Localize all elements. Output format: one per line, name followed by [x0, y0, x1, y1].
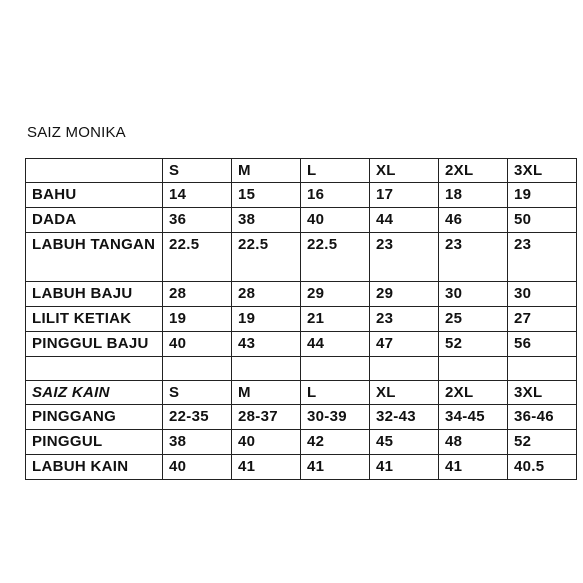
table-cell: 32-43 — [370, 405, 439, 430]
row-label: LABUH BAJU — [26, 282, 163, 307]
spacer-row — [26, 357, 577, 381]
table-row — [26, 430, 577, 455]
table-cell: 50 — [508, 208, 577, 233]
table-cell: 19 — [163, 307, 232, 332]
header-cell-xl: XL — [370, 159, 439, 183]
table-row — [26, 282, 577, 307]
table-cell: 44 — [370, 208, 439, 233]
row-label: PINGGUL BAJU — [26, 332, 163, 357]
table-cell: 56 — [508, 332, 577, 357]
header-cell-l: L — [301, 159, 370, 183]
table-row — [26, 183, 577, 208]
table-cell: 27 — [508, 307, 577, 332]
table-cell: 41 — [439, 455, 508, 480]
table-cell: 41 — [301, 455, 370, 480]
empty-cell — [508, 357, 577, 381]
table-cell: 47 — [370, 332, 439, 357]
row-label: LABUH KAIN — [26, 455, 163, 480]
kain-section-title: SAIZ KAIN — [26, 381, 163, 405]
table-cell: 41 — [370, 455, 439, 480]
table-cell: 25 — [439, 307, 508, 332]
table-cell: 40 — [301, 208, 370, 233]
table-cell: 29 — [301, 282, 370, 307]
table-cell: 21 — [301, 307, 370, 332]
empty-cell — [439, 357, 508, 381]
table-cell: 45 — [370, 430, 439, 455]
table-cell: 30 — [439, 282, 508, 307]
header-cell-xl: XL — [370, 381, 439, 405]
table-cell: 36-46 — [508, 405, 577, 430]
table-cell: 23 — [370, 307, 439, 332]
table-cell: 22.5 — [232, 233, 301, 282]
table-cell: 40 — [163, 332, 232, 357]
empty-cell — [370, 357, 439, 381]
table-row — [26, 307, 577, 332]
table-cell: 44 — [301, 332, 370, 357]
row-label: PINGGANG — [26, 405, 163, 430]
table-row — [26, 208, 577, 233]
table-cell: 52 — [439, 332, 508, 357]
page-title: SAIZ MONIKA — [27, 124, 126, 141]
size-chart-table — [25, 158, 577, 480]
table-cell: 48 — [439, 430, 508, 455]
size-header-row — [26, 159, 577, 183]
header-cell-2xl: 2XL — [439, 381, 508, 405]
empty-cell — [26, 357, 163, 381]
header-cell-m: M — [232, 159, 301, 183]
table-cell: 16 — [301, 183, 370, 208]
table-cell: 29 — [370, 282, 439, 307]
header-cell-2xl: 2XL — [439, 159, 508, 183]
table-cell: 22.5 — [163, 233, 232, 282]
table-cell: 19 — [508, 183, 577, 208]
table-cell: 22.5 — [301, 233, 370, 282]
row-label: BAHU — [26, 183, 163, 208]
table-cell: 15 — [232, 183, 301, 208]
table-cell: 23 — [508, 233, 577, 282]
empty-cell — [232, 357, 301, 381]
header-cell-s: S — [163, 159, 232, 183]
empty-cell — [163, 357, 232, 381]
table-cell: 43 — [232, 332, 301, 357]
table-cell: 17 — [370, 183, 439, 208]
header-cell-empty — [26, 159, 163, 183]
table-row — [26, 332, 577, 357]
table-cell: 28-37 — [232, 405, 301, 430]
table-cell: 30-39 — [301, 405, 370, 430]
table-cell: 38 — [163, 430, 232, 455]
table-cell: 28 — [163, 282, 232, 307]
table-cell: 23 — [439, 233, 508, 282]
row-label: DADA — [26, 208, 163, 233]
table-cell: 46 — [439, 208, 508, 233]
table-row — [26, 455, 577, 480]
table-cell: 40.5 — [508, 455, 577, 480]
table-cell: 41 — [232, 455, 301, 480]
table-cell: 40 — [232, 430, 301, 455]
header-cell-3xl: 3XL — [508, 159, 577, 183]
table-cell: 40 — [163, 455, 232, 480]
table-cell: 30 — [508, 282, 577, 307]
header-cell-m: M — [232, 381, 301, 405]
table-cell: 22-35 — [163, 405, 232, 430]
table-cell: 14 — [163, 183, 232, 208]
row-label: LILIT KETIAK — [26, 307, 163, 332]
table-cell: 23 — [370, 233, 439, 282]
table-cell: 34-45 — [439, 405, 508, 430]
table-cell: 28 — [232, 282, 301, 307]
table-cell: 38 — [232, 208, 301, 233]
empty-cell — [301, 357, 370, 381]
table-cell: 36 — [163, 208, 232, 233]
header-cell-3xl: 3XL — [508, 381, 577, 405]
table-row — [26, 405, 577, 430]
row-label: PINGGUL — [26, 430, 163, 455]
table-cell: 19 — [232, 307, 301, 332]
table-cell: 52 — [508, 430, 577, 455]
table-cell: 18 — [439, 183, 508, 208]
row-label: LABUH TANGAN — [26, 233, 163, 282]
table-cell: 42 — [301, 430, 370, 455]
header-cell-s: S — [163, 381, 232, 405]
table-row — [26, 233, 577, 282]
kain-header-row — [26, 381, 577, 405]
header-cell-l: L — [301, 381, 370, 405]
